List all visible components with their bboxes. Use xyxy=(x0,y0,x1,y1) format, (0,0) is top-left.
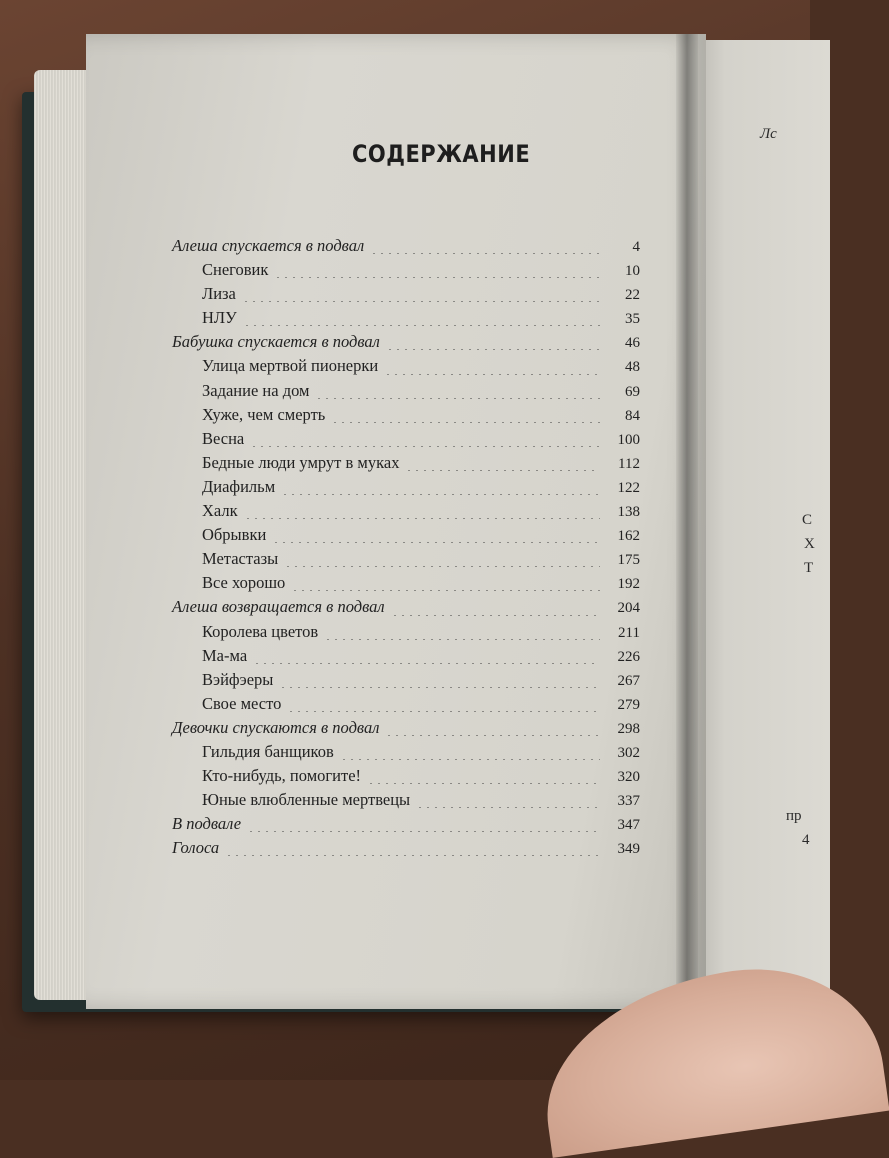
toc-page-number: 347 xyxy=(617,817,640,834)
toc-leader-dots xyxy=(315,398,600,399)
page-edges xyxy=(34,70,94,1000)
toc-entry-title: Кто-нибудь, помогите! xyxy=(202,766,362,786)
toc-entry-title: Все хорошо xyxy=(202,573,286,593)
toc-page-number: 337 xyxy=(617,793,640,810)
toc-leader-dots xyxy=(385,735,600,736)
toc-entry xyxy=(172,356,640,380)
toc-page-number: 4 xyxy=(632,239,640,255)
table-of-contents xyxy=(172,236,640,862)
right-page-fragment: Х xyxy=(804,536,815,552)
toc-leader-dots xyxy=(324,639,600,640)
toc-entry xyxy=(172,236,640,260)
toc-page-number: 298 xyxy=(617,720,640,737)
toc-entry-title: Девочки спускаются в подвал xyxy=(172,717,380,737)
toc-page-number: 138 xyxy=(617,504,640,521)
toc-entry-title: Диафильм xyxy=(202,476,276,496)
toc-entry xyxy=(172,790,640,814)
toc-page-number: 226 xyxy=(617,648,640,665)
toc-leader-dots xyxy=(384,374,600,375)
toc-page-number: 22 xyxy=(625,287,640,304)
toc-entry xyxy=(172,694,640,718)
right-page-fragment: С xyxy=(802,512,813,528)
toc-entry-title: Голоса xyxy=(172,838,220,858)
toc-leader-dots xyxy=(291,590,600,591)
toc-leader-dots xyxy=(416,807,600,808)
toc-page-number: 302 xyxy=(617,744,640,761)
toc-entry-title: Метастазы xyxy=(202,549,279,569)
toc-entry xyxy=(172,766,640,790)
toc-entry xyxy=(172,477,640,501)
toc-entry xyxy=(172,332,640,356)
toc-entry xyxy=(172,284,640,308)
toc-page-number: 48 xyxy=(625,359,640,376)
toc-entry xyxy=(172,501,640,525)
right-page-fragment: Т xyxy=(804,560,814,576)
toc-leader-dots xyxy=(281,494,600,495)
toc-entry xyxy=(172,573,640,597)
toc-page-number: 100 xyxy=(617,431,640,448)
right-page xyxy=(690,40,830,1025)
toc-entry-title: Задание на дом xyxy=(202,380,310,400)
toc-entry xyxy=(172,718,640,742)
toc-page-number: 267 xyxy=(617,672,640,689)
toc-leader-dots xyxy=(340,759,600,760)
toc-leader-dots xyxy=(272,542,600,543)
toc-page-number: 349 xyxy=(617,841,640,858)
toc-entry-title: Ма-ма xyxy=(202,645,248,665)
toc-page-number: 35 xyxy=(625,311,640,328)
toc-entry xyxy=(172,381,640,405)
toc-page-number: 122 xyxy=(617,479,640,496)
toc-entry xyxy=(172,405,640,429)
toc-page-number: 192 xyxy=(617,576,640,593)
toc-entry xyxy=(172,646,640,670)
toc-leader-dots xyxy=(405,470,600,471)
toc-leader-dots xyxy=(279,687,600,688)
toc-entry-title: НЛУ xyxy=(202,308,237,328)
toc-page-number: 175 xyxy=(617,552,640,569)
toc-entry xyxy=(172,622,640,646)
toc-leader-dots xyxy=(331,422,600,423)
toc-page-number: 46 xyxy=(625,335,640,352)
toc-page-number: 162 xyxy=(617,528,640,545)
toc-entry-title: Свое место xyxy=(202,693,282,713)
toc-entry xyxy=(172,453,640,477)
toc-entry xyxy=(172,742,640,766)
toc-leader-dots xyxy=(284,566,600,567)
toc-entry-title: Бабушка спускается в подвал xyxy=(172,332,380,352)
toc-leader-dots xyxy=(391,615,600,616)
toc-entry xyxy=(172,308,640,332)
toc-entry-title: В подвале xyxy=(172,814,242,834)
toc-entry-title: Королева цветов xyxy=(202,621,319,641)
toc-page-number: 320 xyxy=(617,769,640,786)
toc-page-number: 10 xyxy=(625,263,640,280)
toc-entry-title: Снеговик xyxy=(202,260,269,280)
toc-entry xyxy=(172,597,640,621)
toc-leader-dots xyxy=(274,277,600,278)
toc-entry xyxy=(172,260,640,284)
toc-leader-dots xyxy=(242,301,600,302)
toc-leader-dots xyxy=(367,783,600,784)
toc-entry xyxy=(172,525,640,549)
right-page-fragment: 4 xyxy=(802,832,810,848)
toc-leader-dots xyxy=(287,711,600,712)
toc-entry-title: Халк xyxy=(202,501,238,521)
right-page-fragment: пр xyxy=(786,808,802,824)
toc-page-number: 211 xyxy=(618,624,640,641)
toc-entry-title: Хуже, чем смерть xyxy=(202,404,326,424)
toc-page-number: 204 xyxy=(617,600,640,617)
toc-entry xyxy=(172,838,640,862)
toc-leader-dots xyxy=(247,831,600,832)
toc-entry-title: Гильдия банщиков xyxy=(202,741,334,761)
toc-leader-dots xyxy=(253,663,600,664)
toc-leader-dots xyxy=(225,855,600,856)
toc-entry-title: Юные влюбленные мертвецы xyxy=(202,790,411,810)
toc-entry xyxy=(172,549,640,573)
toc-entry-title: Вэйфэеры xyxy=(202,669,274,689)
toc-entry-title: Обрывки xyxy=(202,525,267,545)
book-gutter xyxy=(676,34,698,1024)
toc-leader-dots xyxy=(370,253,600,254)
toc-page-number: 69 xyxy=(625,383,640,400)
toc-leader-dots xyxy=(386,349,600,350)
toc-entry-title: Весна xyxy=(202,428,245,448)
toc-entry-title: Бедные люди умрут в муках xyxy=(202,452,400,472)
toc-leader-dots xyxy=(250,446,600,447)
toc-entry xyxy=(172,429,640,453)
toc-page-number: 112 xyxy=(618,455,640,472)
toc-entry-title: Улица мертвой пионерки xyxy=(202,356,379,376)
toc-entry-title: Лиза xyxy=(202,284,236,304)
toc-entry xyxy=(172,814,640,838)
toc-leader-dots xyxy=(244,518,600,519)
toc-page-number: 84 xyxy=(625,407,640,424)
toc-entry xyxy=(172,670,640,694)
toc-leader-dots xyxy=(243,325,600,326)
toc-entry-title: Алеша возвращается в подвал xyxy=(172,597,385,617)
toc-page-number: 279 xyxy=(617,696,640,713)
right-page-fragment: Лс xyxy=(760,126,777,142)
toc-entry-title: Алеша спускается в подвал xyxy=(172,236,365,255)
toc-heading: СОДЕРЖАНИЕ xyxy=(352,140,531,168)
